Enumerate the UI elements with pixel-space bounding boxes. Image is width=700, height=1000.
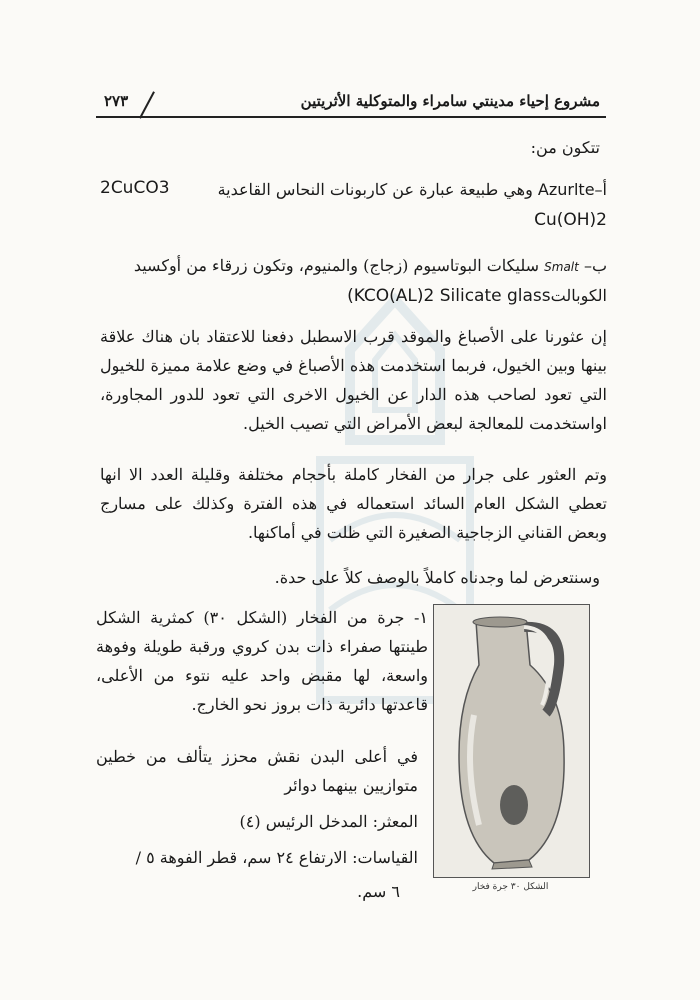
intro-line: تتكون من: <box>530 138 600 157</box>
jar-description: ١- جرة من الفخار (الشكل ٣٠) كمثرية الشكل طينتها صفراء ذات بدن كروي ورقبة طويلة وفوهة واسعة، لها مقبض واحد عليه نتوء من الأعلى، قاعدتها دائرية ذات بروز نحو الخارج. <box>96 608 428 714</box>
item-b-text: سليكات البوتاسيوم (زجاج) والمنيوم، وتكون زرقاء من أوكسيد <box>133 256 540 275</box>
jar-decoration: في أعلى البدن نقش محزز يتألف من خطين متوازيين بينهما دوائر <box>96 747 418 795</box>
item-a-formula2: Cu(OH)2 <box>534 210 607 230</box>
paragraph-3: وسنتعرض لما وجدناه كاملاً بالوصف كلاً على حدة. <box>274 568 600 587</box>
header-divider <box>139 91 155 118</box>
item-b-prefix: ب– <box>583 256 607 275</box>
paragraph-2: وتم العثور على جرار من الفخار كاملة بأحجام مختلفة وقليلة العدد الا انها تعطي الشكل العام السائد استعماله في هذه الفترة وكذلك على مسارج وبعض القناني الزجاجية الصغيرة التي ظلت في أماكنها. <box>100 465 607 542</box>
jar-findspot: المعثر: المدخل الرئيس (٤) <box>239 812 418 831</box>
header-rule <box>96 116 606 118</box>
item-b-text2: الكوبالت <box>550 286 607 305</box>
item-a-formula1: 2CuCO3 <box>100 178 170 198</box>
page-number: ٢٧٣ <box>104 92 129 110</box>
item-a-prefix: أ– <box>594 180 607 199</box>
item-b-formula: (KCO(AL)2 Silicate glass <box>347 286 551 306</box>
jar-measurements-cont: ٦ سم. <box>357 882 400 901</box>
item-a-term: Azurlte <box>537 180 595 199</box>
item-a-text: وهي طبيعة عبارة عن كاربونات النحاس القاعدية <box>217 180 533 199</box>
item-b-term: Smalt <box>544 260 579 274</box>
running-header <box>96 88 606 124</box>
figure-caption: الشكل ٣٠ جرة فخار <box>472 882 549 892</box>
paragraph-1: إن عثورنا على الأصباغ والموقد قرب الاسطبل دفعنا للاعتقاد بان هناك علاقة بينها وبين الخيول، فربما استخدمت هذه الأصباغ في وضع علامة مميزة للخيول التي تعود لصاحب هذه الدار عن الخيول الاخرى التي تعود للدور المجاورة، اواستخدمت للمعالجة لبعض الأمراض التي تصيب الخيل. <box>100 327 608 433</box>
pottery-jar-image <box>434 605 589 877</box>
jar-measurements: القياسات: الارتفاع ٢٤ سم، قطر الفوهة ٥ / <box>135 848 418 867</box>
item-a-line1 <box>218 180 607 199</box>
header-title: مشروع إحياء مدينتي سامراء والمتوكلية الأثريتين <box>300 92 600 110</box>
jar-figure <box>433 604 590 878</box>
item-b-line2 <box>347 286 607 306</box>
item-b-line1 <box>134 256 607 275</box>
